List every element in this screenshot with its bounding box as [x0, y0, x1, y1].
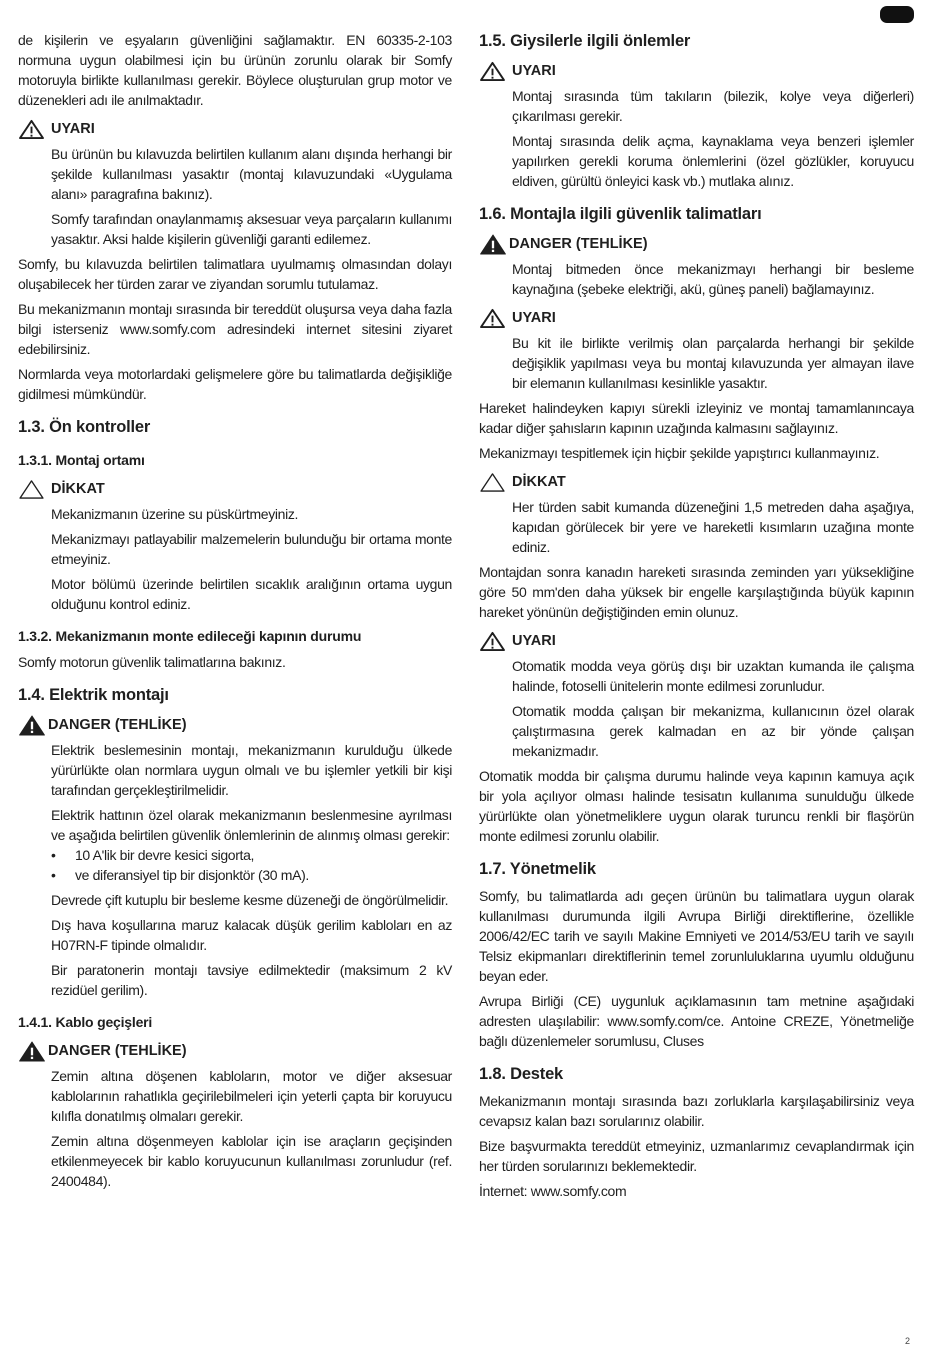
danger-text: Dış hava koşullarına maruz kalacak düşük gerilim kabloları en az H07RN-F tipinde olmalıdır.: [51, 917, 452, 953]
warning-text: Montaj sırasında delik açma, kaynaklama veya benzeri işlemler yapılırken gerekli koruma önlemlerini (özel gözlükler, koruyucu eldiven, gürültü önleyici kask vb.) mutlaka alınız.: [512, 133, 914, 189]
body-paragraph: Somfy motorun güvenlik talimatlarına bakınız.: [18, 654, 286, 670]
caution-label: DİKKAT: [51, 481, 105, 497]
body-paragraph: Montajdan sonra kanadın hareketi sırasında zeminden yarı yüksekliğine göre 50 mm'den daha yüksek bir engelle karşılaştığında büyük kapının hareket yönünün değiştiğinden emin olunuz.: [479, 564, 914, 620]
caution-text: Her türden sabit kumanda düzeneğini 1,5 metreden daha aşağıya, kapıdan görülecek bir yere ve hareketli kısımların uzağına monte ediniz.: [512, 499, 914, 555]
danger-text: Zemin altına döşenen kabloların, motor ve diğer aksesuar kablolarının rahatlıkla geçirilebilmeleri için yeterli çapta bir koruyucu kılıfla donatılmış olmaları gerekir.: [51, 1068, 452, 1124]
danger-heading: [18, 714, 452, 736]
danger-text: Montaj bitmeden önce mekanizmayı herhangi bir besleme kaynağına (şebeke elektriği, akü, güneş paneli) bağlamayınız.: [512, 261, 914, 297]
page-number: 2: [905, 1336, 911, 1346]
danger-triangle-icon: [479, 234, 507, 255]
warning-label: UYARI: [512, 633, 556, 649]
bullet-list: [51, 845, 452, 885]
left-column: [18, 30, 452, 1196]
danger-text: Zemin altına döşenmeyen kablolar için ise araçların geçişinden etkilenmeyecek bir kablo koruyucunun kullanılması zorunludur (ref. 2400484).: [51, 1133, 452, 1189]
warning-text: Montaj sırasında tüm takıların (bilezik, kolye veya diğerleri) çıkarılması gerekir.: [512, 88, 914, 124]
danger-label: DANGER (TEHLİKE): [48, 1043, 187, 1059]
subsection-heading-1-3-2: 1.3.2. Mekanizmanın monte edileceği kapının durumu: [18, 628, 362, 644]
danger-text: Devrede çift kutuplu bir besleme kesme düzeneği de öngörülmelidir.: [51, 892, 449, 908]
caution-triangle-icon: [479, 472, 506, 493]
subsection-heading-1-3-1: 1.3.1. Montaj ortamı: [18, 452, 145, 468]
body-paragraph: Hareket halindeyken kapıyı sürekli izleyiniz ve montaj tamamlanıncaya kadar diğer şahısların kapının uzağında kalmasını sağlayınız.: [479, 400, 914, 436]
danger-heading: [18, 1040, 452, 1062]
subsection-heading-1-4-1: 1.4.1. Kablo geçişleri: [18, 1014, 153, 1030]
warning-text: Bu ürünün bu kılavuzda belirtilen kullanım alanı dışında herhangi bir şekilde kullanılması yasaktır (montaj kılavuzundaki «Uygulama alanı» paragrafına bakınız).: [51, 146, 452, 202]
warning-text: Somfy tarafından onaylanmamış aksesuar veya parçaların kullanımı yasaktır. Aksi halde kişilerin güvenliği garanti edilemez.: [51, 211, 452, 247]
warning-text: Otomatik modda çalışan bir mekanizma, kullanıcının özel olarak çalıştırmasına gerek kalmadan en az bir yönde çalışan mekanizmadır.: [512, 703, 914, 759]
section-heading-1-8: 1.8. Destek: [479, 1065, 564, 1083]
danger-text: Elektrik beslemesinin montajı, mekanizmanın kurulduğu ülkede yürürlükte olan normlara uygun olmalı ve bu işlemler yetkili bir kişi tarafından gerçekleştirilmelidir.: [51, 742, 452, 798]
warning-label: UYARI: [512, 310, 556, 326]
caution-text: Motor bölümü üzerinde belirtilen sıcaklık aralığının ortama uygun olduğunu kontrol ediniz.: [51, 576, 452, 612]
caution-label: DİKKAT: [512, 474, 566, 490]
caution-heading: [479, 471, 914, 493]
warning-triangle-icon: [18, 119, 45, 140]
warning-triangle-icon: [479, 631, 506, 652]
danger-label: DANGER (TEHLİKE): [48, 717, 187, 733]
caution-text: Mekanizmanın üzerine su püskürtmeyiniz.: [51, 506, 299, 522]
section-heading-1-6: 1.6. Montajla ilgili güvenlik talimatları: [479, 205, 762, 223]
danger-triangle-icon: [18, 715, 46, 736]
list-item: • 10 A'lik bir devre kesici sigorta,: [51, 845, 452, 865]
warning-label: UYARI: [51, 121, 95, 137]
warning-label: UYARI: [512, 63, 556, 79]
warning-text: Otomatik modda veya görüş dışı bir uzaktan kumanda ile çalışma halinde, fotoselli ünitelerin monte edilmesi zorunludur.: [512, 658, 914, 694]
danger-text: Bir paratonerin montajı tavsiye edilmektedir (maksimum 2 kV rezidüel gerilim).: [51, 962, 452, 998]
section-heading-1-7: 1.7. Yönetmelik: [479, 860, 596, 878]
body-paragraph: Somfy, bu talimatlarda adı geçen ürünün bu talimatlara uygun olarak kullanılması durumunda ilgili Avrupa Birliği direktiflerine, özellikle 2006/42/EC tarih ve sayılı Makine Emniyeti ve 2014/53/EU tarih ve sayılı Telsiz ekipmanları direktiflerinin temel zorunluluklarına uyumlu olduğunu beyan eder.: [479, 888, 914, 984]
body-paragraph: Somfy, bu kılavuzda belirtilen talimatlara uyulmamış olmasından dolayı oluşabilecek her türden zarar ve ziyandan sorumlu tutulamaz.: [18, 256, 452, 292]
body-paragraph: Normlarda veya motorlardaki gelişmelere göre bu talimatlarda değişikliğe gidilmesi mümkündür.: [18, 366, 452, 402]
section-heading-1-3: 1.3. Ön kontroller: [18, 418, 151, 436]
body-paragraph: Bize başvurmakta tereddüt etmeyiniz, uzmanlarımız cevaplandırmak için her türden sorularınızı beklemektedir.: [479, 1138, 914, 1174]
caution-text: Mekanizmayı patlayabilir malzemelerin bulunduğu bir ortama monte etmeyiniz.: [51, 531, 452, 567]
caution-triangle-icon: [18, 479, 45, 500]
danger-heading: [479, 233, 914, 255]
support-internet-line: İnternet: www.somfy.com: [479, 1183, 627, 1199]
caution-heading: [18, 478, 452, 500]
body-paragraph: Otomatik modda bir çalışma durumu halinde veya kapının kamuya açık bir yola açılıyor olması halinde tesisatın kullanıma sunulduğu ülkede yürürlükte olan yönetmeliklere uygun olarak turuncu renkli bir flaşörün monte edilmesi zorunlu olabilir.: [479, 768, 914, 844]
warning-heading: [479, 630, 914, 652]
list-item: • ve diferansiyel tip bir disjonktör (30 mA).: [51, 865, 452, 885]
danger-text: Elektrik hattının özel olarak mekanizmanın beslenmesine ayrılması ve aşağıda belirtilen güvenlik önlemlerinin de alınmış olması gerekir:: [51, 807, 452, 843]
warning-triangle-icon: [479, 308, 506, 329]
body-paragraph: Bu mekanizmanın montajı sırasında bir tereddüt oluşursa veya daha fazla bilgi isterseniz www.somfy.com adresindeki internet sitesini ziyaret edebilirsiniz.: [18, 301, 452, 357]
body-paragraph: Mekanizmayı tespitlemek için hiçbir şekilde yapıştırıcı kullanmayınız.: [479, 445, 880, 461]
warning-triangle-icon: [479, 61, 506, 82]
section-heading-1-5: 1.5. Giysilerle ilgili önlemler: [479, 32, 691, 50]
body-paragraph: Mekanizmanın montajı sırasında bazı zorluklarla karşılaşabilirsiniz veya cevapsız kalan bazı sorularınız olabilir.: [479, 1093, 914, 1129]
warning-heading: [479, 307, 914, 329]
right-column: [479, 30, 914, 1206]
warning-text: Bu kit ile birlikte verilmiş olan parçalarda herhangi bir şekilde değişiklik yapılması veya bu montaj kılavuzunda yer almayan ilave bir elemanın kullanılması kesinlikle yasaktır.: [512, 335, 914, 391]
warning-heading: [18, 118, 452, 140]
section-heading-1-4: 1.4. Elektrik montajı: [18, 686, 169, 704]
body-paragraph: Avrupa Birliği (CE) uygunluk açıklamasının tam metnine aşağıdaki adresten ulaşılabilir: www.somfy.com/ce. Antoine CREZE, Yönetmeliğe bağlı düzenlemeler sorumlusu, Cluses: [479, 993, 914, 1049]
intro-paragraph: de kişilerin ve eşyaların güvenliğini sağlamaktır. EN 60335-2-103 normuna uygun olabilmesi için bu ürünün zorunlu olarak bir Somfy motoruyla birlikte kullanılması gerekir. Böylece oluşturulan grup motor ve düzenekleri adı ile anılmaktadır.: [18, 32, 452, 108]
danger-triangle-icon: [18, 1041, 46, 1062]
warning-heading: [479, 60, 914, 82]
danger-label: DANGER (TEHLİKE): [509, 236, 648, 252]
language-tab-marker: [880, 6, 914, 23]
